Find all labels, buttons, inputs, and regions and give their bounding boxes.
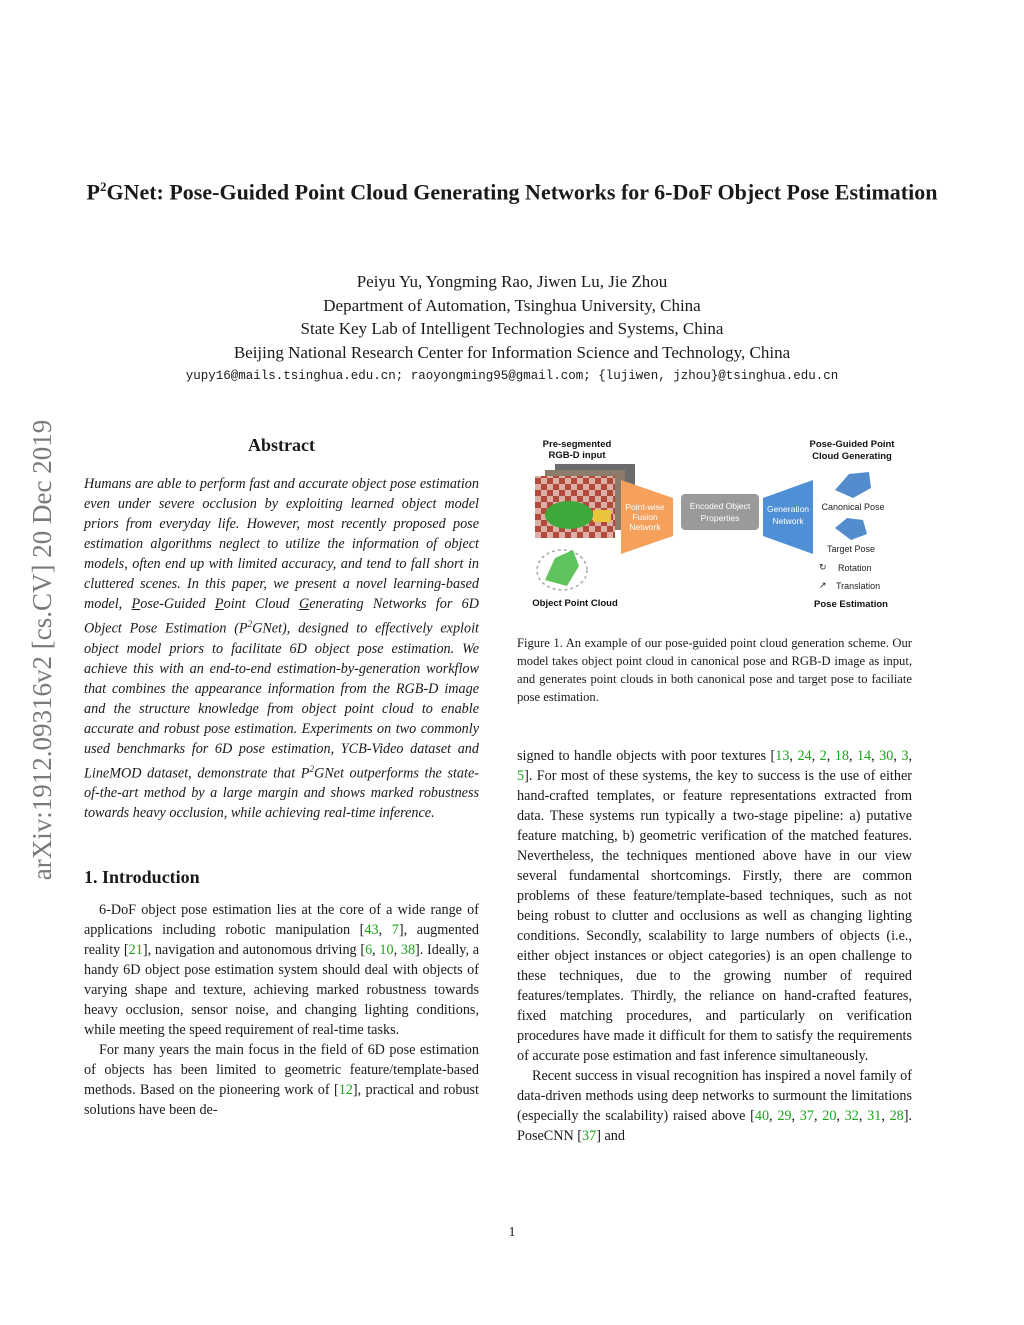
affiliation: Department of Automation, Tsinghua University, China — [323, 295, 701, 315]
label-pgpc-2: Cloud Generating — [812, 451, 892, 462]
citation-link[interactable]: 40 — [754, 1108, 770, 1124]
intro-paragraph: For many years the main focus in the field of 6D pose estimation of objects has been limited to geometric feature/template-based methods. Based on the pioneering work of [12], practical and robust solutions have been de- — [84, 1042, 480, 1119]
object-point-cloud — [537, 550, 587, 590]
citation-link[interactable]: 28 — [889, 1108, 904, 1124]
label-pose-estimation: Pose Estimation — [814, 599, 888, 610]
translation-icon: ↗ — [819, 580, 827, 590]
label-canonical: Canonical Pose — [821, 502, 885, 512]
citation-link[interactable]: 20 — [822, 1108, 837, 1124]
label-fusion-3: Network — [629, 522, 661, 532]
label-rgbd-line1: Pre-segmented — [542, 439, 612, 450]
citation-link[interactable]: 29 — [777, 1108, 792, 1124]
citation-link[interactable]: 10 — [379, 942, 394, 959]
page-number: 1 — [508, 1225, 516, 1240]
section-heading-introduction: 1. Introduction — [84, 867, 200, 888]
citation-link[interactable]: 6 — [365, 942, 373, 959]
label-fusion-2: Fusion — [632, 512, 658, 522]
citation-link[interactable]: 24 — [797, 748, 812, 764]
arxiv-identifier: arXiv:1912.09316v2 [cs.CV] 20 Dec 2019 — [27, 419, 57, 881]
left-column — [84, 430, 479, 1120]
citation-link[interactable]: 2 — [819, 748, 827, 764]
rgbd-image-stack — [535, 464, 635, 538]
citation-link[interactable]: 21 — [128, 942, 143, 959]
paper-title: $P^2GNet$: Pose-Guided Point Cloud Generating Networks for 6-DoF Object Pose Estimation — [86, 179, 938, 205]
author-emails: yupy16@mails.tsinghua.edu.cn; raoyongming95@gmail.com; {lujiwen, jzhou}@tsinghua.edu.cn — [185, 369, 839, 383]
label-pgpc-1: Pose-Guided Point — [809, 439, 895, 450]
label-object-point-cloud: Object Point Cloud — [532, 598, 618, 609]
pipeline-diagram — [517, 430, 912, 610]
abstract-heading: Abstract — [248, 435, 315, 455]
citation-link[interactable]: 37 — [582, 1128, 597, 1144]
citation-link[interactable]: 7 — [391, 922, 399, 939]
citation-link[interactable]: 38 — [400, 942, 416, 959]
label-generation-1: Generation — [766, 504, 810, 514]
author-names: Peiyu Yu, Yongming Rao, Jiwen Lu, Jie Zhou — [356, 272, 668, 291]
rotation-icon: ↻ — [819, 562, 827, 572]
right-column — [517, 430, 912, 1146]
label-encoded-1: Encoded Object — [689, 501, 751, 511]
citation-link[interactable]: 13 — [775, 748, 790, 764]
canonical-pose-cloud — [835, 472, 871, 498]
citation-link[interactable]: 31 — [867, 1108, 882, 1124]
affiliation: Beijing National Research Center for Information Science and Technology, China — [233, 342, 791, 362]
figure-caption: Figure 1. An example of our pose-guided point cloud generation scheme. Our model takes object point cloud in canonical pose and RGB-D image as input, and generates point clouds in both canonical pose and target pose to faciliate pose estimation. — [517, 636, 912, 704]
citation-link[interactable]: 12 — [338, 1082, 353, 1099]
label-rgbd-line2: RGB-D input — [548, 450, 606, 461]
arxiv-sidebar — [22, 350, 62, 950]
citation-link[interactable]: 5 — [517, 768, 525, 784]
scene-object — [593, 510, 611, 522]
citation-link[interactable]: 32 — [844, 1108, 859, 1124]
author-block — [70, 270, 954, 364]
citation-link[interactable]: 18 — [834, 748, 849, 764]
figure-1 — [517, 430, 912, 610]
citation-link[interactable]: 3 — [901, 748, 909, 764]
citation-link[interactable]: 37 — [799, 1108, 814, 1124]
citation-link[interactable]: 43 — [364, 922, 379, 939]
label-generation-2: Network — [772, 516, 804, 526]
citation-link[interactable]: 30 — [879, 748, 894, 764]
label-translation: Translation — [836, 581, 881, 591]
body-paragraph: Recent success in visual recognition has inspired a novel family of data-driven methods using deep networks to surmount the limitations (especially the scalability) raised above [40, 29, 37, 20, 32, 31, 28]. PoseCNN [37] and — [517, 1068, 913, 1144]
citation-link[interactable]: 14 — [856, 748, 872, 764]
label-fusion-1: Point-wise — [625, 502, 665, 512]
encoded-properties-block — [681, 494, 759, 530]
abstract-text: Humans are able to perform fast and accurate object pose estimation even under severe occlusion by exploiting learned object model priors from everyday life. However, most recently proposed pose estimation algorithms neglect to utilize the information of object models, often end up with limited accuracy, and tend to fall short in cluttered scenes. In this paper, we present a novel learning-based model, Pose-Guided Point Cloud Generating Networks for 6D Object Pose Estimation $(P^2GNet)$, designed to effectively exploit object model priors to facilitate 6D object pose estimation. We achieve this with an end-to-end estimation-by-generation workflow that combines the appearance information from the RGB-D image and the structure knowledge from object point cloud to enable accurate and robust pose estimation. Experiments on two commonly used benchmarks for 6D pose estimation, YCB-Video dataset and LineMOD dataset, demonstrate that $P^2GNet$ outperforms the state-of-the-art method by a large margin and shows marked robustness towards heavy occlusion, while achieving real-time inference. — [84, 476, 479, 822]
body-paragraph: signed to handle objects with poor textures [13, 24, 2, 18, 14, 30, 3, 5]. For most of these systems, the key to success is the use of either hand-crafted templates, or feature representations extracted from data. These systems run typically a two-stage pipeline: a) putative feature matching, b) geometric verification of the matched features. Nevertheless, the techniques mentioned above have in our view several fundamental shortcomings. Firstly, there are common problems of these feature/template-based techniques, such as not being robust to clutter and occlusions as well as changing lighting conditions. Secondly, scalability to large numbers of objects (i.e., either object instances or object categories) is an open challenge to these techniques, due to the growing number of required features/templates. Thirdly, the reliance on hand-crafted features, fixed matching procedures, and particularly on verification procedures have made it difficult for them to satisfy the requirements of accurate pose estimation and fast inference simultaneously. — [517, 748, 912, 1064]
intro-paragraph: 6-DoF object pose estimation lies at the core of a wide range of applications including robotic manipulation [43, 7], augmented reality [21], navigation and autonomous driving [6, 10, 38]. Ideally, a handy 6D object pose estimation system should deal with objects of varying shape and texture, achieving marked robustness towards heavy occlusion, sensor noise, and changing lighting conditions, while meeting the speed requirement of real-time tasks. — [84, 902, 480, 1039]
target-pose-cloud — [835, 518, 867, 540]
label-rotation: Rotation — [838, 563, 872, 573]
segmented-object — [545, 501, 593, 529]
affiliation: State Key Lab of Intelligent Technologies and Systems, China — [300, 319, 724, 338]
label-target: Target Pose — [826, 544, 876, 554]
label-encoded-2: Properties — [700, 513, 740, 523]
